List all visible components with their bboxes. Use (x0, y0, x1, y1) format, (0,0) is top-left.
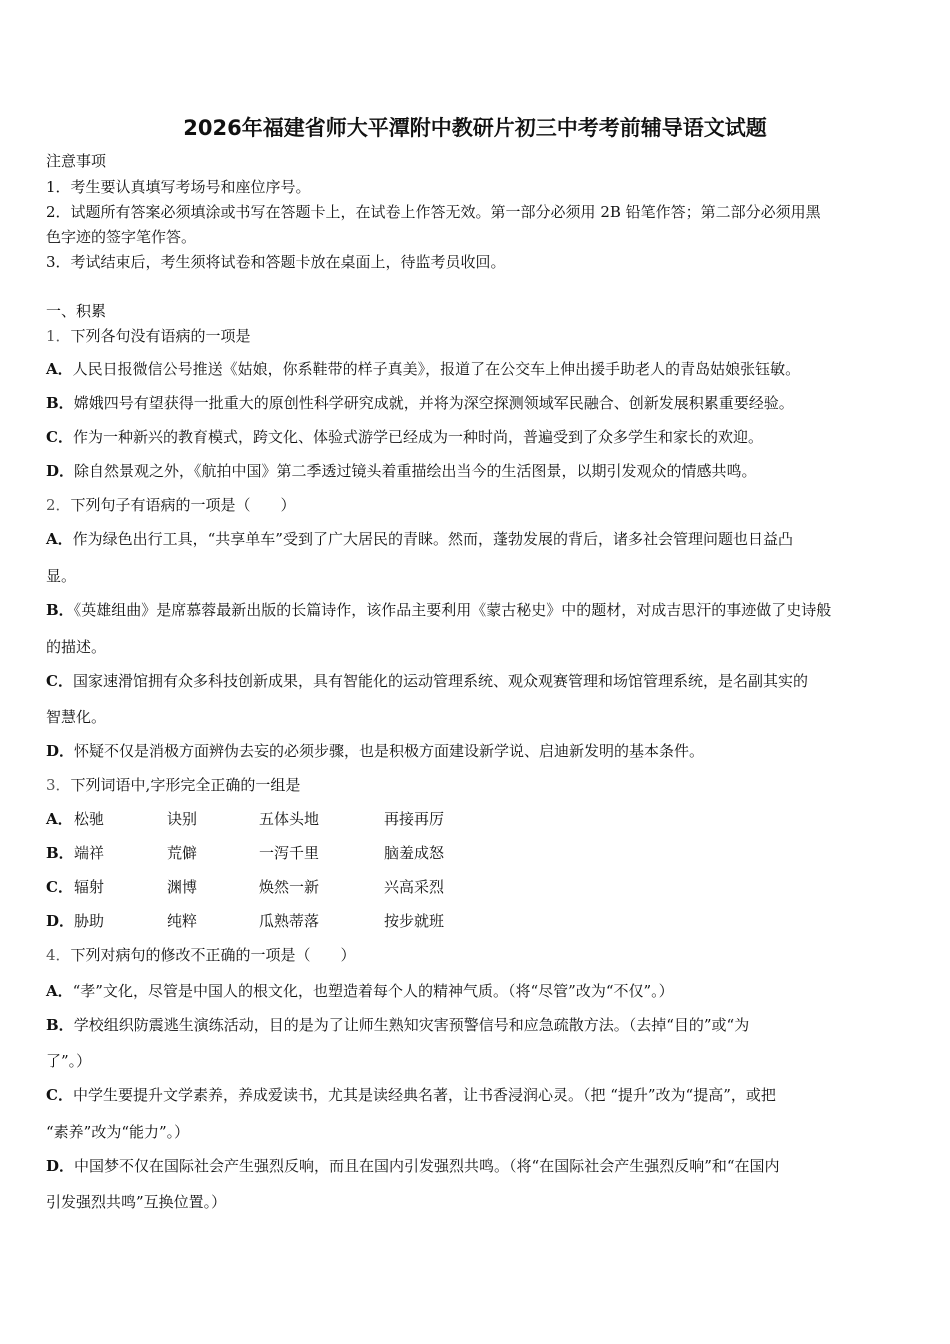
option-label: D． (46, 912, 75, 930)
question-text: 下列对病句的修改不正确的一项是（ ） (70, 946, 356, 964)
word-cell: 诀别 (167, 810, 198, 828)
notice-item: 1．考生要认真填写考场号和座位序号。 (46, 178, 311, 196)
page-title: 2026年福建省师大平潭附中教研片初三中考考前辅导语文试题 (183, 116, 767, 140)
notice-item: 3．考试结束后，考生须将试卷和答题卡放在桌面上，待监考员收回。 (46, 253, 506, 271)
word-cell: 胁助 (74, 912, 105, 930)
section-heading: 一、积累 (46, 302, 107, 320)
question-3-stem (46, 775, 908, 795)
q4-option-d-cont: 引发强烈共鸣”互换位置。） (46, 1193, 227, 1211)
option-text: 怀疑不仅是消极方面辨伪去妄的必须步骤，也是积极方面建设新学说、启迪新发明的基本条件。 (74, 742, 705, 760)
q4-option-b (46, 1015, 908, 1035)
option-label: B． (46, 394, 74, 412)
word-cell: 脑羞成怒 (384, 844, 445, 862)
word-cell: 按步就班 (384, 912, 445, 930)
option-label: A． (46, 982, 73, 1000)
q4-option-d (46, 1156, 908, 1176)
option-label: B． (46, 844, 74, 862)
option-label: C． (46, 1086, 73, 1104)
word-cell: 端祥 (74, 844, 105, 862)
word-cell: 瓜熟蒂落 (259, 912, 320, 930)
q2-option-a (46, 529, 908, 549)
option-label: A． (46, 530, 73, 548)
option-label: C． (46, 672, 73, 690)
option-text: 作为绿色出行工具，“共享单车”受到了广大居民的青睐。然而，蓬勃发展的背后，诸多社会管理问题也日益凸 (72, 530, 793, 548)
q2-option-a-cont: 显。 (46, 567, 77, 585)
question-number: 1． (46, 327, 71, 345)
word-cell: 五体头地 (259, 810, 320, 828)
option-text: “孝”文化，尽管是中国人的根文化，也塑造着每个人的精神气质。（将“尽管”改为“不仅”。） (72, 982, 674, 1000)
notice-item: 色字迹的签字笔作答。 (46, 228, 197, 246)
word-cell: 辐射 (74, 878, 105, 896)
option-text: 作为一种新兴的教育模式，跨文化、体验式游学已经成为一种时尚，普遍受到了众多学生和家长的欢迎。 (72, 428, 763, 446)
q4-option-b-cont: 了”。） (46, 1052, 92, 1070)
word-cell: 兴高采烈 (384, 878, 445, 896)
q2-option-c-cont: 智慧化。 (46, 708, 107, 726)
question-text: 下列句子有语病的一项是（ ） (70, 496, 296, 514)
option-label: D． (46, 1157, 75, 1175)
question-number: 4． (46, 946, 71, 964)
option-text: 中学生要提升文学素养，养成爱读书，尤其是读经典名著，让书香浸润心灵。（把 “提升”改为“提高”，或把 (72, 1086, 776, 1104)
question-number: 2． (46, 496, 71, 514)
word-cell: 渊博 (167, 878, 198, 896)
option-label: C． (46, 878, 73, 896)
q2-option-c (46, 671, 908, 691)
option-text: 除自然景观之外，《航拍中国》第二季透过镜头着重描绘出当今的生活图景，以期引发观众的情感共鸣。 (74, 462, 757, 480)
q4-option-c-cont: “素养”改为“能力”。） (46, 1123, 190, 1141)
option-label: A． (46, 810, 73, 828)
question-text: 下列各句没有语病的一项是 (70, 327, 251, 345)
q2-option-b (46, 600, 908, 620)
option-label: D． (46, 462, 75, 480)
question-text: 下列词语中,字形完全正确的一组是 (70, 776, 301, 794)
q1-option-b (46, 393, 908, 413)
q4-option-a (46, 981, 908, 1001)
option-label: B． (46, 1016, 74, 1034)
option-text: 人民日报微信公号推送《姑娘，你系鞋带的样子真美》，报道了在公交车上伸出援手助老人的青岛姑娘张钰敏。 (72, 360, 801, 378)
word-cell: 松驰 (74, 810, 105, 828)
notice-heading: 注意事项 (46, 152, 107, 170)
option-label: A． (46, 360, 73, 378)
q1-option-a (46, 359, 908, 379)
option-label: C． (46, 428, 73, 446)
q2-option-b-cont: 的描述。 (46, 638, 107, 656)
question-1-stem (46, 326, 908, 346)
word-cell: 再接再厉 (384, 810, 445, 828)
word-cell: 焕然一新 (259, 878, 320, 896)
word-cell: 纯粹 (167, 912, 198, 930)
q2-option-d (46, 741, 908, 761)
option-text: 国家速滑馆拥有众多科技创新成果，具有智能化的运动管理系统、观众观赛管理和场馆管理系统，是名副其实的 (72, 672, 808, 690)
option-label: B． (46, 601, 74, 619)
q1-option-c (46, 427, 908, 447)
question-4-stem (46, 945, 908, 965)
option-label: D． (46, 742, 75, 760)
q1-option-d (46, 461, 908, 481)
option-text: 嫦娥四号有望获得一批重大的原创性科学研究成就，并将为深空探测领域军民融合、创新发展积累重要经验。 (73, 394, 794, 412)
word-cell: 荒僻 (167, 844, 198, 862)
q4-option-c (46, 1085, 908, 1105)
notice-item: 2．试题所有答案必须填涂或书写在答题卡上，在试卷上作答无效。第一部分必须用 2B 铅笔作答；第二部分必须用黑 (46, 203, 821, 221)
question-number: 3． (46, 776, 71, 794)
option-text: 中国梦不仅在国际社会产生强烈反响，而且在国内引发强烈共鸣。（将“在国际社会产生强烈反响”和“在国内 (74, 1157, 780, 1175)
word-cell: 一泻千里 (259, 844, 320, 862)
option-text: 学校组织防震逃生演练活动，目的是为了让师生熟知灾害预警信号和应急疏散方法。（去掉“目的”或“为 (73, 1016, 750, 1034)
question-2-stem (46, 495, 908, 515)
option-text: 《英雄组曲》是席慕蓉最新出版的长篇诗作，该作品主要利用《蒙古秘史》中的题材，对成吉思汗的事迹做了史诗般 (73, 601, 832, 619)
